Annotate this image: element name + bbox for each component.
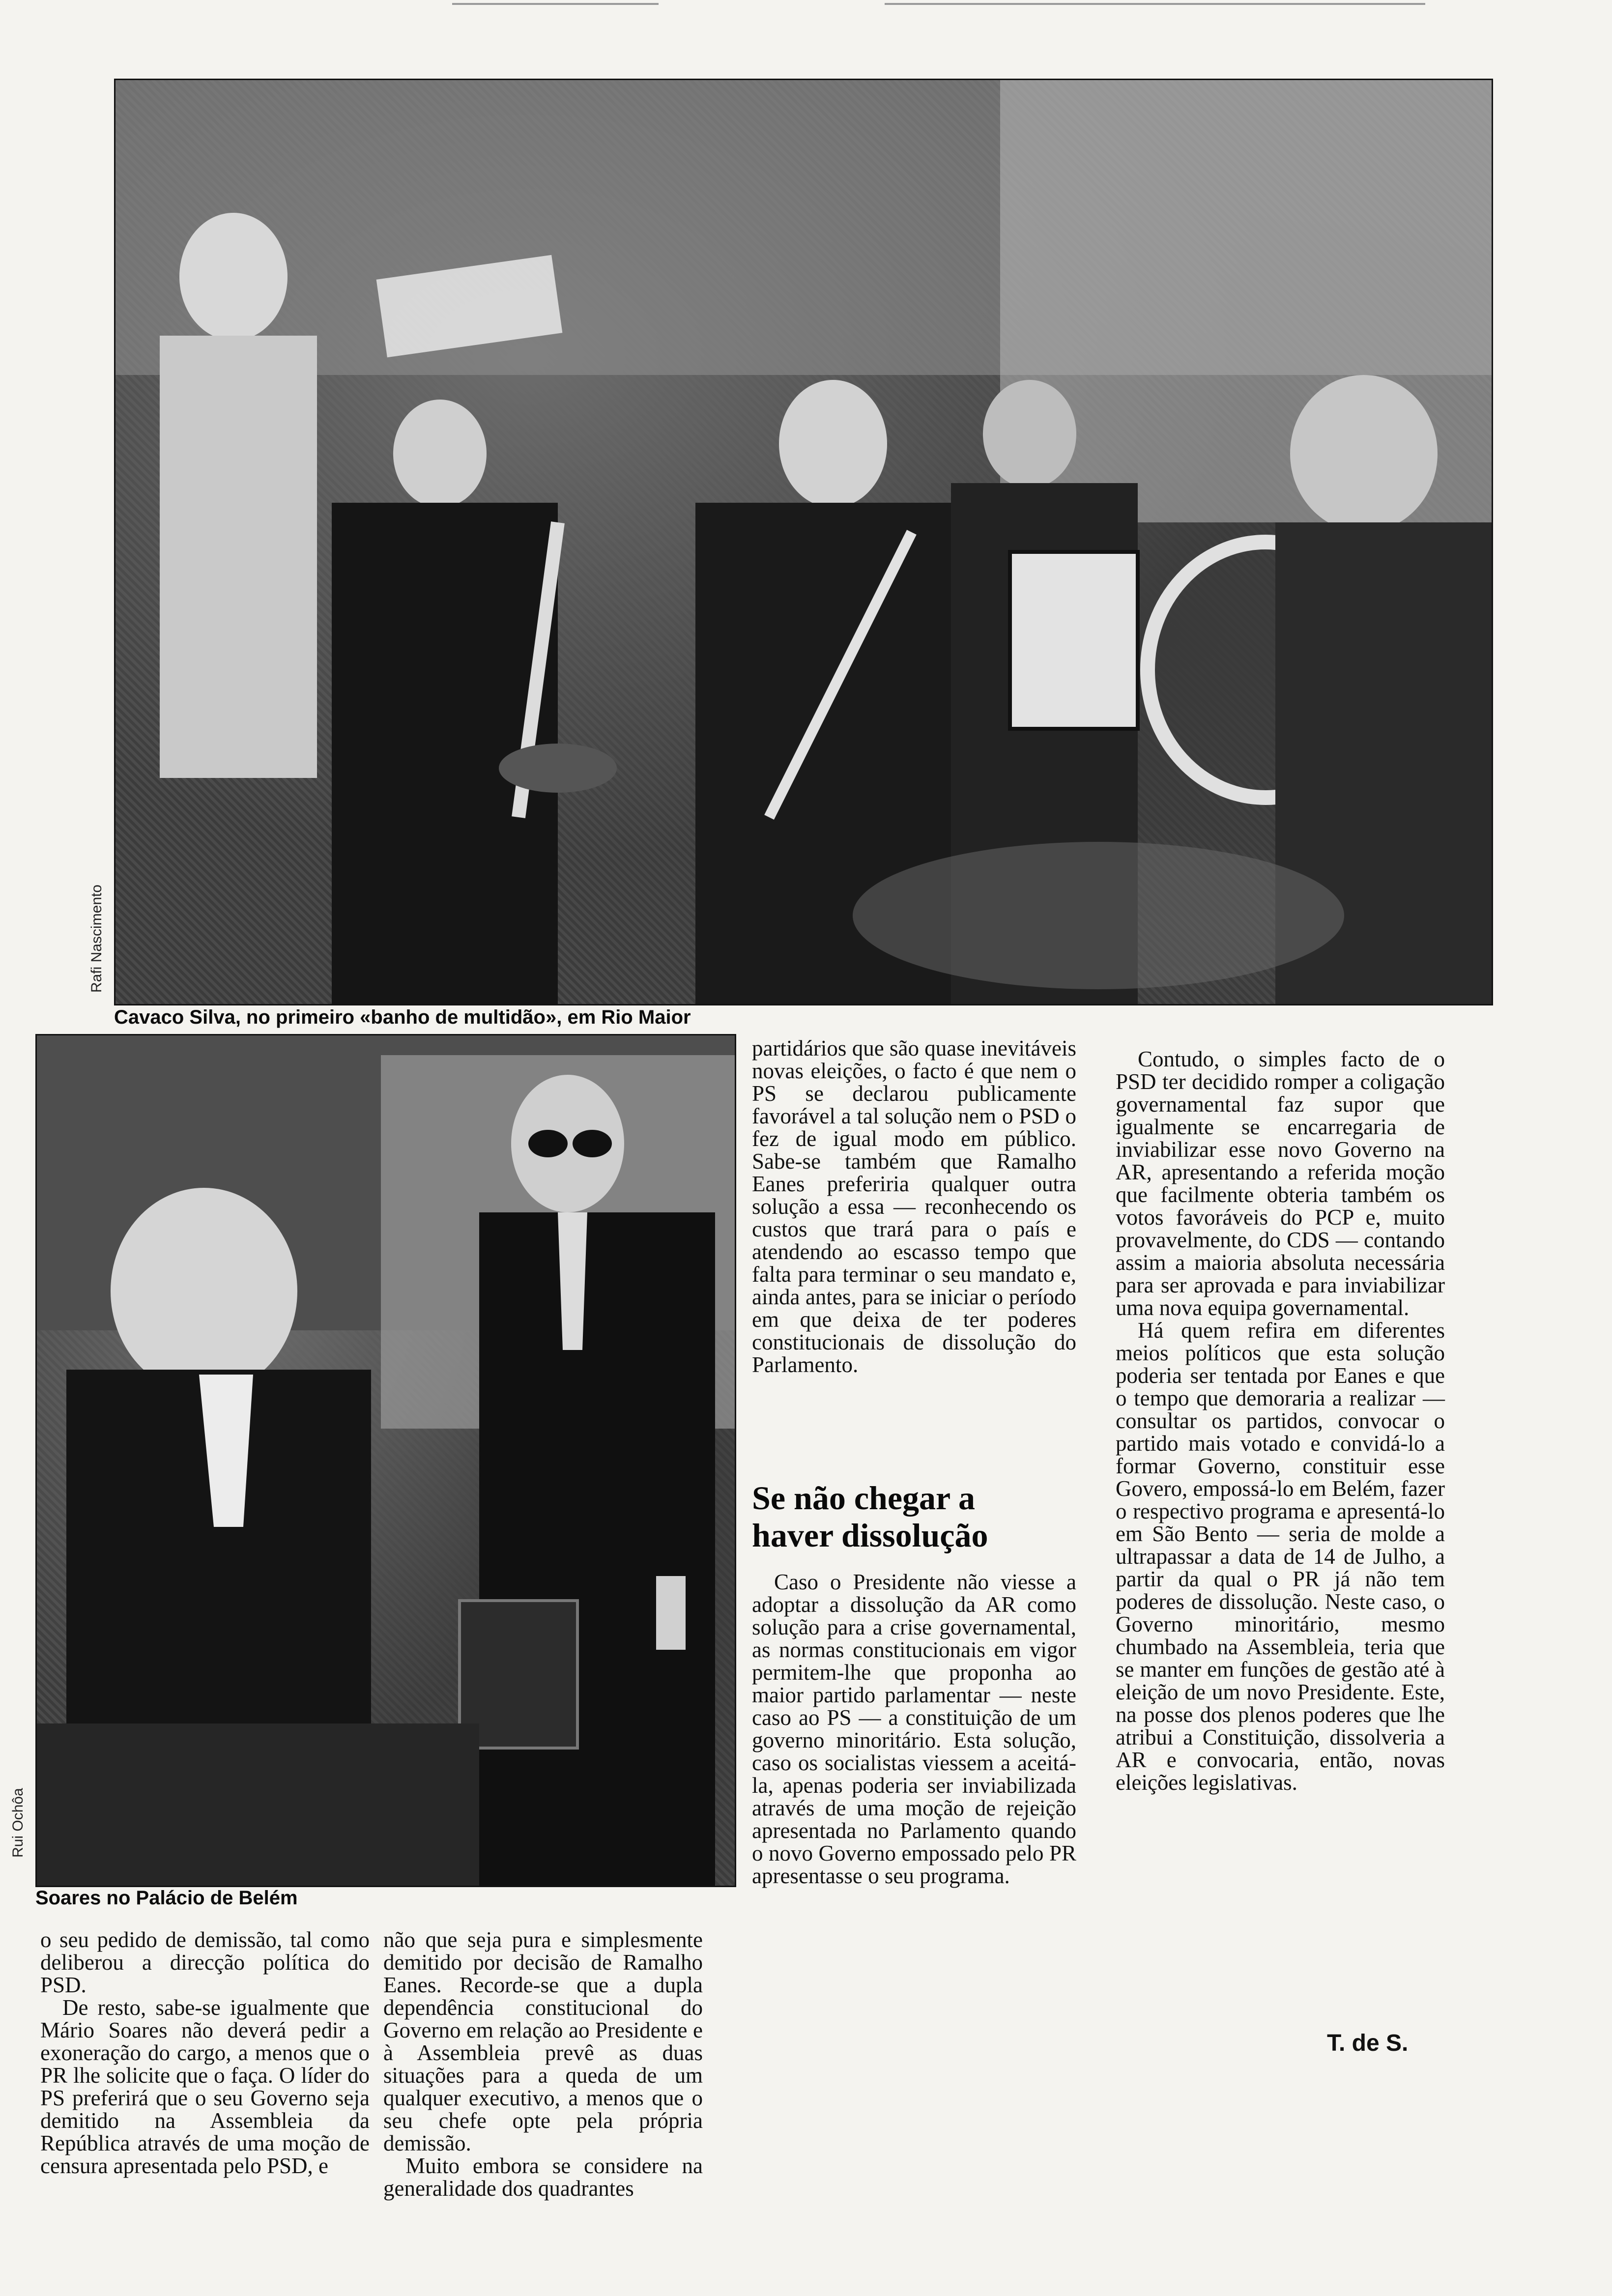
column-bottom-middle [383, 1928, 703, 2200]
paragraph: Muito embora se considere na generalidade dos quadrantes [383, 2153, 703, 2201]
photo-left-credit: Rui Ochôa [10, 1788, 26, 1858]
photo-brass-band-figures [115, 80, 1492, 1004]
column-third-bottom [752, 1571, 1076, 1887]
photo-left-caption: Soares no Palácio de Belém [35, 1887, 298, 1909]
photo-top-credit: Rafi Nascimento [88, 884, 105, 993]
photo-soares [35, 1034, 736, 1887]
photo-top-caption: Cavaco Silva, no primeiro «banho de multidão», em Rio Maior [114, 1006, 691, 1028]
top-rule-left [452, 3, 659, 5]
paragraph: o seu pedido de demissão, tal como deliberou a direcção política do PSD. [40, 1927, 370, 1997]
paragraph: Contudo, o simples facto de o PSD ter decidido romper a coligação governamental faz supor que igualmente se encarregaria de inviabilizar esse novo Governo na AR, apresentando a referida moção que facilmente obteria também os votos favoráveis do PCP e, muito provavelmente, do CDS — contando assim a maioria absoluta necessária para ser aprovada e para inviabilizar uma nova equipa governamental. [1116, 1047, 1445, 1320]
subheading: Se não chegar a haver dissolução [752, 1479, 988, 1554]
column-bottom-left [40, 1928, 370, 2177]
paragraph: não que seja pura e simplesmente demitido por decisão de Ramalho Eanes. Recorde-se que a dupla dependência constitucional do Governo em relação ao Presidente e à Assembleia prevê as duas situações para a queda de um qualquer executivo, a menos que o seu chefe opte pela própria demissão. [383, 1927, 703, 2155]
author-signature: T. de S. [1327, 2030, 1409, 2056]
column-third-top [752, 1037, 1076, 1376]
column-fourth [1116, 1048, 1445, 1794]
paragraph: De resto, sabe-se igualmente que Mário Soares não deverá pedir a exoneração do cargo, a menos que o PR lhe solicite que o faça. O líder do PS preferirá que o seu Governo seja demitido na Assembleia da República através de uma moção de censura apresentada pelo PSD, e [40, 1995, 370, 2178]
photo-brass-band [114, 79, 1493, 1005]
top-rule-right [885, 3, 1425, 5]
paragraph: Há quem refira em diferentes meios políticos que esta solução poderia ser tentada por Eanes e que o tempo que demoraria a realizar — consultar os partidos, convocar o partido mais votado e convidá-lo a formar Governo, constituir esse Govero, empossá-lo em Belém, fazer o respectivo programa e apresentá-lo em São Bento — seria de molde a ultrapassar a data de 14 de Julho, a partir da qual o PR já não tem poderes de dissolução. Neste caso, o Governo minoritário, mesmo chumbado na Assembleia, teria que se manter em funções de gestão até à eleição de um novo Presidente. Este, na posse dos plenos poderes que lhe atribui a Constituição, dissolveria a AR e convocaria, então, novas eleições legislativas. [1116, 1318, 1445, 1795]
paragraph: Caso o Presidente não viesse a adoptar a dissolução da AR como solução para a crise governamental, as normas constitucionais em vigor permitem-lhe que proponha ao maior partido parlamentar — neste caso ao PS — a constituição de um governo minoritário. Esta solução, caso os socialistas viessem a aceitá-la, apenas poderia ser inviabilizada através de uma moção de rejeição apresentada no Parlamento quando o novo Governo empossado pelo PR apresentasse o seu programa. [752, 1570, 1076, 1888]
photo-soares-figures [37, 1035, 735, 1886]
paragraph: partidários que são quase inevitáveis novas eleições, o facto é que nem o PS se declarou publicamente favorável a tal solução nem o PSD o fez de igual modo em público. Sabe-se também que Ramalho Eanes preferiria qualquer outra solução a essa — reconhecendo os custos que trará para o país e atendendo ao escasso tempo que falta para terminar o seu mandato e, ainda antes, para se iniciar o período em que deixa de ter poderes constitucionais de dissolução do Parlamento. [752, 1036, 1076, 1377]
